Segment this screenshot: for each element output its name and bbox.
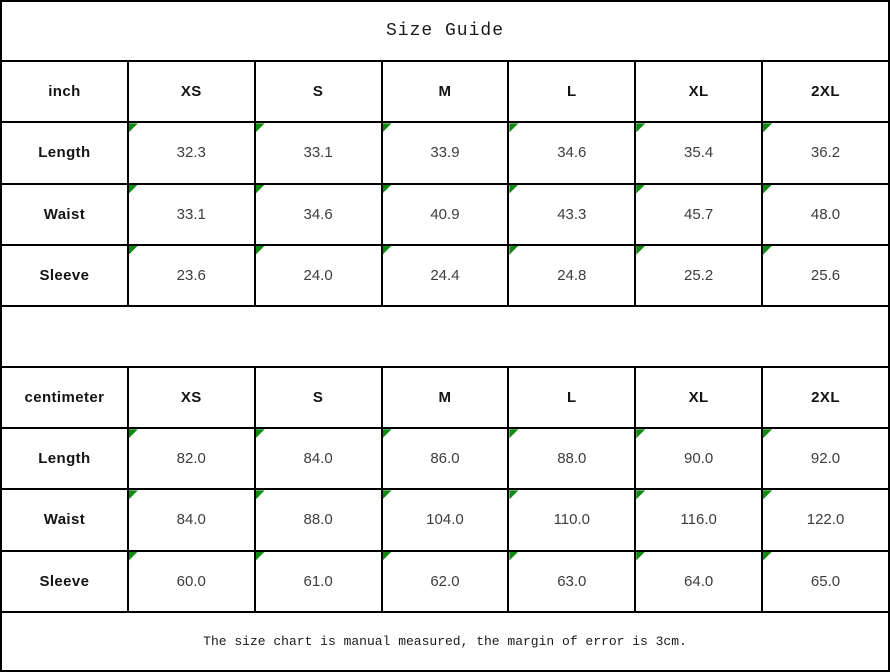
value-text: 63.0 [557,572,587,590]
text-number-flag-icon [636,552,645,561]
size-header-2xl: 2XL [762,61,889,122]
measurement-label: Waist [1,489,128,550]
value-text: 32.3 [176,144,206,162]
value-cell [128,428,255,489]
size-header-xs: XS [128,61,255,122]
value-text: 25.2 [684,266,714,284]
size-header-xl: XL [635,367,762,428]
text-number-flag-icon [636,429,645,438]
inch-header-row [1,61,889,122]
value-cell [382,489,509,550]
value-cell [128,122,255,183]
value-cell [382,551,509,612]
text-number-flag-icon [509,429,518,438]
value-text: 88.0 [303,511,333,529]
text-number-flag-icon [129,429,138,438]
inch-waist-row [1,184,889,245]
inch-length-row [1,122,889,183]
text-number-flag-icon [256,246,265,255]
value-cell [128,245,255,306]
text-number-flag-icon [383,429,392,438]
value-cell [508,184,635,245]
value-cell [635,428,762,489]
value-text: 82.0 [176,450,206,468]
value-text: 25.6 [810,266,841,284]
value-cell [762,184,889,245]
text-number-flag-icon [636,123,645,132]
text-number-flag-icon [129,246,138,255]
value-cell [508,245,635,306]
size-header-2xl: 2XL [762,367,889,428]
unit-header-centimeter: centimeter [1,367,128,428]
value-cell [128,551,255,612]
text-number-flag-icon [256,552,265,561]
size-header-s: S [255,367,382,428]
value-cell [382,428,509,489]
value-cell [382,184,509,245]
value-text: 88.0 [557,450,587,468]
value-text: 33.1 [176,205,206,223]
text-number-flag-icon [383,246,392,255]
value-text: 23.6 [176,266,206,284]
cm-length-row [1,428,889,489]
value-cell [635,551,762,612]
cm-sleeve-row [1,551,889,612]
value-cell [255,428,382,489]
value-text: 84.0 [176,511,206,529]
value-text: 61.0 [303,572,333,590]
text-number-flag-icon [129,185,138,194]
value-text: 92.0 [810,450,841,468]
text-number-flag-icon [763,185,772,194]
text-number-flag-icon [129,552,138,561]
text-number-flag-icon [129,123,138,132]
text-number-flag-icon [763,552,772,561]
text-number-flag-icon [509,490,518,499]
value-text: 34.6 [557,144,587,162]
value-text: 24.0 [303,266,333,284]
size-header-m: M [382,367,509,428]
text-number-flag-icon [256,429,265,438]
size-header-m: M [382,61,509,122]
text-number-flag-icon [509,185,518,194]
text-number-flag-icon [763,246,772,255]
text-number-flag-icon [509,123,518,132]
value-text: 35.4 [684,144,714,162]
value-text: 40.9 [430,205,460,223]
measurement-label: Length [1,122,128,183]
text-number-flag-icon [383,185,392,194]
value-text: 48.0 [810,205,841,223]
value-cell [762,489,889,550]
value-text: 24.4 [430,266,460,284]
text-number-flag-icon [636,490,645,499]
text-number-flag-icon [763,429,772,438]
value-text: 24.8 [557,266,587,284]
inch-sleeve-row [1,245,889,306]
text-number-flag-icon [383,490,392,499]
value-text: 62.0 [430,572,460,590]
value-cell [762,122,889,183]
value-text: 116.0 [680,511,717,529]
text-number-flag-icon [129,490,138,499]
value-text: 34.6 [303,205,333,223]
text-number-flag-icon [763,123,772,132]
value-cell [635,245,762,306]
text-number-flag-icon [256,185,265,194]
value-cell [762,428,889,489]
value-cell [382,245,509,306]
value-cell [255,122,382,183]
value-cell [508,489,635,550]
value-cell [508,428,635,489]
text-number-flag-icon [636,246,645,255]
value-text: 104.0 [426,511,464,529]
text-number-flag-icon [256,123,265,132]
text-number-flag-icon [383,552,392,561]
value-cell [762,245,889,306]
title-row [1,1,889,61]
size-header-l: L [508,61,635,122]
value-text: 36.2 [810,144,841,162]
value-cell [128,489,255,550]
value-text: 84.0 [303,450,333,468]
value-cell [255,489,382,550]
text-number-flag-icon [763,490,772,499]
value-cell [508,551,635,612]
value-text: 122.0 [806,511,845,529]
size-header-xl: XL [635,61,762,122]
value-cell [635,489,762,550]
measurement-label: Length [1,428,128,489]
size-header-xs: XS [128,367,255,428]
measurement-label: Sleeve [1,245,128,306]
footer-note: The size chart is manual measured, the margin of error is 3cm. [1,612,889,671]
value-cell [635,184,762,245]
value-text: 43.3 [557,205,587,223]
text-number-flag-icon [636,185,645,194]
value-cell [635,122,762,183]
spacer-row [1,306,889,367]
text-number-flag-icon [383,123,392,132]
cm-header-row [1,367,889,428]
footer-row [1,612,889,671]
text-number-flag-icon [509,552,518,561]
size-header-l: L [508,367,635,428]
value-cell [255,551,382,612]
value-text: 110.0 [553,511,591,529]
value-text: 65.0 [810,572,841,590]
value-text: 64.0 [684,572,714,590]
text-number-flag-icon [256,490,265,499]
value-text: 60.0 [176,572,206,590]
text-number-flag-icon [509,246,518,255]
spacer-cell [1,306,889,367]
unit-header-inch: inch [1,61,128,122]
measurement-label: Waist [1,184,128,245]
size-header-s: S [255,61,382,122]
measurement-label: Sleeve [1,551,128,612]
page-title: Size Guide [1,1,889,61]
value-text: 33.9 [430,144,460,162]
value-cell [508,122,635,183]
cm-waist-row [1,489,889,550]
value-text: 86.0 [430,450,460,468]
value-cell [128,184,255,245]
value-text: 45.7 [684,205,714,223]
value-cell [255,245,382,306]
value-text: 90.0 [684,450,714,468]
value-cell [255,184,382,245]
value-text: 33.1 [303,144,333,162]
value-cell [762,551,889,612]
value-cell [382,122,509,183]
